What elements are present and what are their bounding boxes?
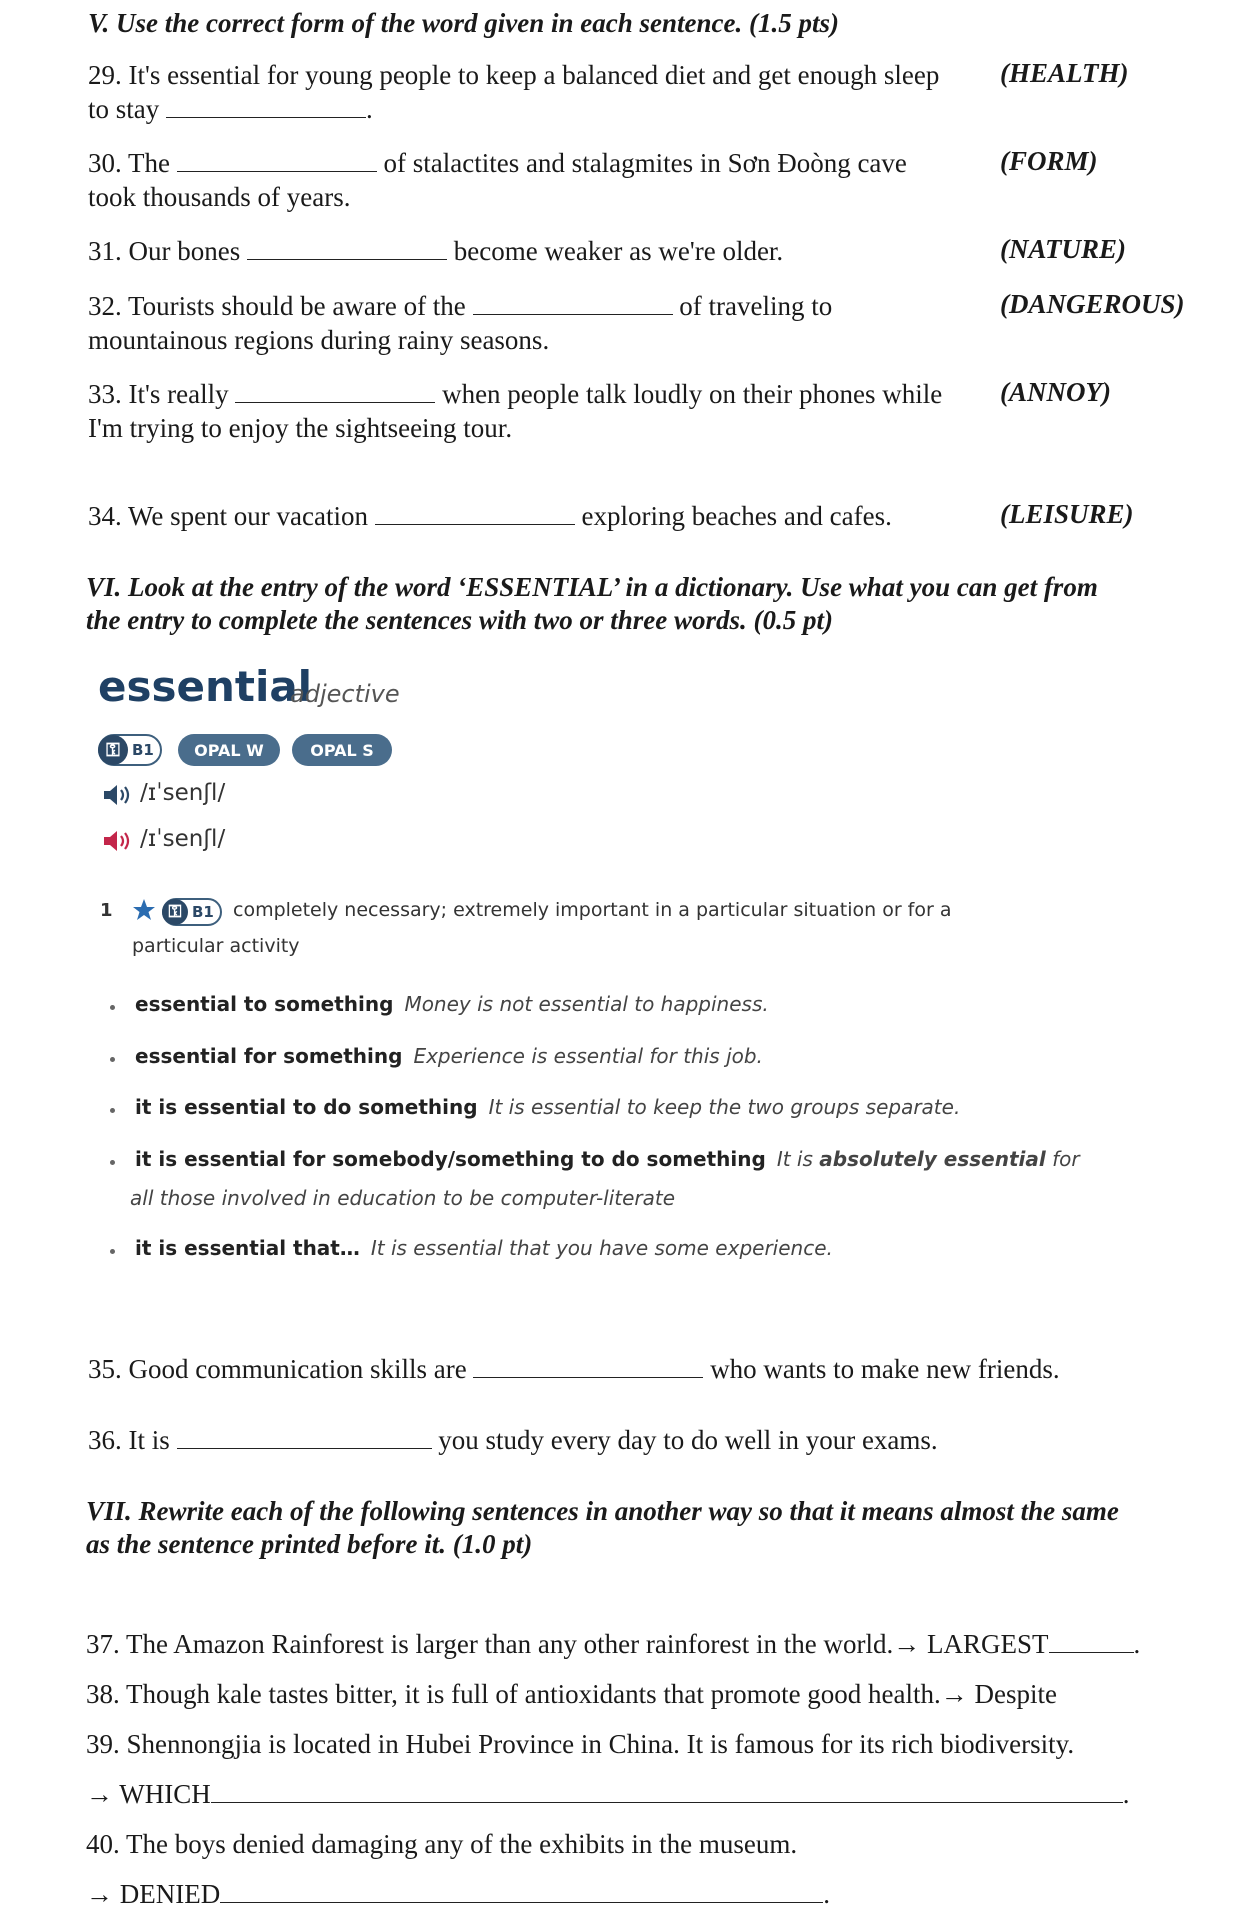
q40-arrow-denied: → DENIED	[86, 1879, 221, 1909]
example-2-sentence: Experience is essential for this job.	[413, 1044, 763, 1068]
q32-answer-blank[interactable]	[473, 292, 673, 315]
q35-text-b: who wants to make new friends.	[710, 1354, 1060, 1384]
definition-line-1: completely necessary; extremely important in a particular situation or for a	[233, 899, 952, 921]
example-1	[135, 992, 769, 1017]
pron-us-speaker-icon[interactable]	[102, 828, 136, 859]
q29-answer-blank[interactable]	[166, 95, 366, 118]
q31-text-b: become weaker as we're older.	[453, 236, 784, 266]
q36-text-a: 36. It is	[88, 1425, 170, 1455]
question-39-line-2	[86, 1777, 1130, 1811]
badge-opal-s: OPAL S	[292, 734, 392, 766]
q34-answer-blank[interactable]	[375, 502, 575, 525]
question-33-line-2: I'm trying to enjoy the sightseeing tour.	[88, 413, 513, 443]
question-32-line-2: mountainous regions during rainy seasons.	[88, 325, 550, 355]
question-29-line-2	[88, 92, 373, 126]
question-38: 38. Though kale tastes bitter, it is full of antioxidants that promote good health.→ Despite	[86, 1679, 1057, 1709]
pron-uk-speaker-icon[interactable]	[102, 782, 136, 813]
question-31	[88, 234, 783, 268]
question-32-line-1	[88, 289, 832, 323]
level-label: B1	[132, 741, 154, 759]
example-5-pattern: it is essential that…	[135, 1236, 360, 1260]
example-5	[135, 1236, 833, 1261]
entry-part-of-speech: adjective	[290, 680, 400, 708]
example-2-pattern: essential for something	[135, 1044, 403, 1068]
q30-text-a: 30. The	[88, 148, 170, 178]
question-34	[88, 499, 892, 533]
example-4-sentence-start: It is absolutely essential for	[776, 1147, 1080, 1171]
definition-line-2: particular activity	[132, 935, 300, 957]
star-icon	[132, 898, 156, 927]
q37-period: .	[1133, 1629, 1141, 1659]
section-7-heading-line-2: as the sentence printed before it. (1.0 pt)	[86, 1529, 533, 1559]
bullet	[110, 1057, 115, 1062]
q36-answer-blank[interactable]	[177, 1426, 432, 1449]
question-37	[86, 1627, 1140, 1661]
q29-period: .	[366, 94, 373, 124]
bullet	[110, 1005, 115, 1010]
q34-text-b: exploring beaches and cafes.	[581, 501, 892, 531]
example-1-sentence: Money is not essential to happiness.	[404, 992, 769, 1016]
q29-text: to stay	[88, 94, 160, 124]
question-32-keyword: (DANGEROUS)	[1000, 289, 1185, 319]
q30-text-b: of stalactites and stalagmites in Sơn Đoòng cave	[383, 148, 907, 178]
q30-answer-blank[interactable]	[177, 149, 377, 172]
question-39-line-1: 39. Shennongjia is located in Hubei Province in China. It is famous for its rich biodiversity.	[86, 1729, 1075, 1759]
q36-text-b: you study every day to do well in your exams.	[438, 1425, 938, 1455]
question-34-keyword: (LEISURE)	[1000, 499, 1134, 529]
q37-answer-blank[interactable]	[1049, 1630, 1134, 1653]
question-33-keyword: (ANNOY)	[1000, 377, 1111, 407]
q37-text: 37. The Amazon Rainforest is larger than any other rainforest in the world.→ LARGEST	[86, 1629, 1049, 1659]
example-4-pattern: it is essential for somebody/something to do something	[135, 1147, 766, 1171]
question-40-line-1: 40. The boys denied damaging any of the exhibits in the museum.	[86, 1829, 798, 1859]
q33-answer-blank[interactable]	[235, 380, 435, 403]
question-35	[88, 1352, 1060, 1386]
q35-answer-blank[interactable]	[473, 1355, 703, 1378]
question-30-line-1	[88, 146, 907, 180]
q39-period: .	[1122, 1779, 1130, 1809]
bullet	[110, 1160, 115, 1165]
q40-answer-blank[interactable]	[220, 1880, 823, 1903]
example-5-sentence: It is essential that you have some experience.	[370, 1236, 833, 1260]
example-4-line-1	[135, 1147, 1080, 1172]
oxford-key-icon: ⚿	[98, 735, 128, 765]
bullet	[110, 1108, 115, 1113]
q32-text-a: 32. Tourists should be aware of the	[88, 291, 466, 321]
entry-level-badge	[98, 734, 162, 766]
example-3-pattern: it is essential to do something	[135, 1095, 478, 1119]
question-29-keyword: (HEALTH)	[1000, 58, 1129, 88]
section-6-heading-line-2: the entry to complete the sentences with two or three words. (0.5 pt)	[86, 605, 833, 635]
question-29-line-1: 29. It's essential for young people to keep a balanced diet and get enough sleep	[88, 60, 940, 90]
question-36	[88, 1423, 938, 1457]
example-4-emphasis: absolutely essential	[819, 1147, 1046, 1171]
pron-us: /ɪˈsenʃl/	[140, 826, 226, 852]
question-31-keyword: (NATURE)	[1000, 234, 1127, 264]
question-30-keyword: (FORM)	[1000, 146, 1098, 176]
bullet	[110, 1249, 115, 1254]
question-30-line-2: took thousands of years.	[88, 182, 351, 212]
question-33-line-1	[88, 377, 942, 411]
q40-period: .	[823, 1879, 830, 1909]
section-7-heading-line-1: VII. Rewrite each of the following sentences in another way so that it means almost the same	[86, 1496, 1119, 1526]
example-3-sentence: It is essential to keep the two groups separate.	[488, 1095, 961, 1119]
example-1-pattern: essential to something	[135, 992, 394, 1016]
q34-text-a: 34. We spent our vacation	[88, 501, 369, 531]
sense-level-badge	[162, 898, 222, 926]
sense-level-label: B1	[192, 903, 214, 921]
q32-text-b: of traveling to	[679, 291, 833, 321]
example-3	[135, 1095, 960, 1120]
section-6-heading-line-1: VI. Look at the entry of the word ‘ESSENTIAL’ in a dictionary. Use what you can get from	[86, 572, 1098, 602]
q33-text-b: when people talk loudly on their phones while	[442, 379, 943, 409]
question-40-line-2	[86, 1877, 830, 1911]
q35-text-a: 35. Good communication skills are	[88, 1354, 467, 1384]
section-5-heading: V. Use the correct form of the word given in each sentence. (1.5 pts)	[88, 8, 839, 38]
q31-text-a: 31. Our bones	[88, 236, 241, 266]
q31-answer-blank[interactable]	[247, 237, 447, 260]
entry-headword: essential	[98, 662, 313, 711]
q33-text-a: 33. It's really	[88, 379, 229, 409]
q39-answer-blank[interactable]	[211, 1780, 1123, 1803]
q39-arrow-which: → WHICH	[86, 1779, 211, 1809]
sense-number: 1	[100, 900, 113, 921]
badge-opal-w: OPAL W	[178, 734, 280, 766]
example-4-line-2: all those involved in education to be computer-literate	[130, 1186, 676, 1210]
example-2	[135, 1044, 763, 1069]
oxford-key-icon: ⚿	[162, 899, 188, 925]
pron-uk: /ɪˈsenʃl/	[140, 780, 226, 806]
